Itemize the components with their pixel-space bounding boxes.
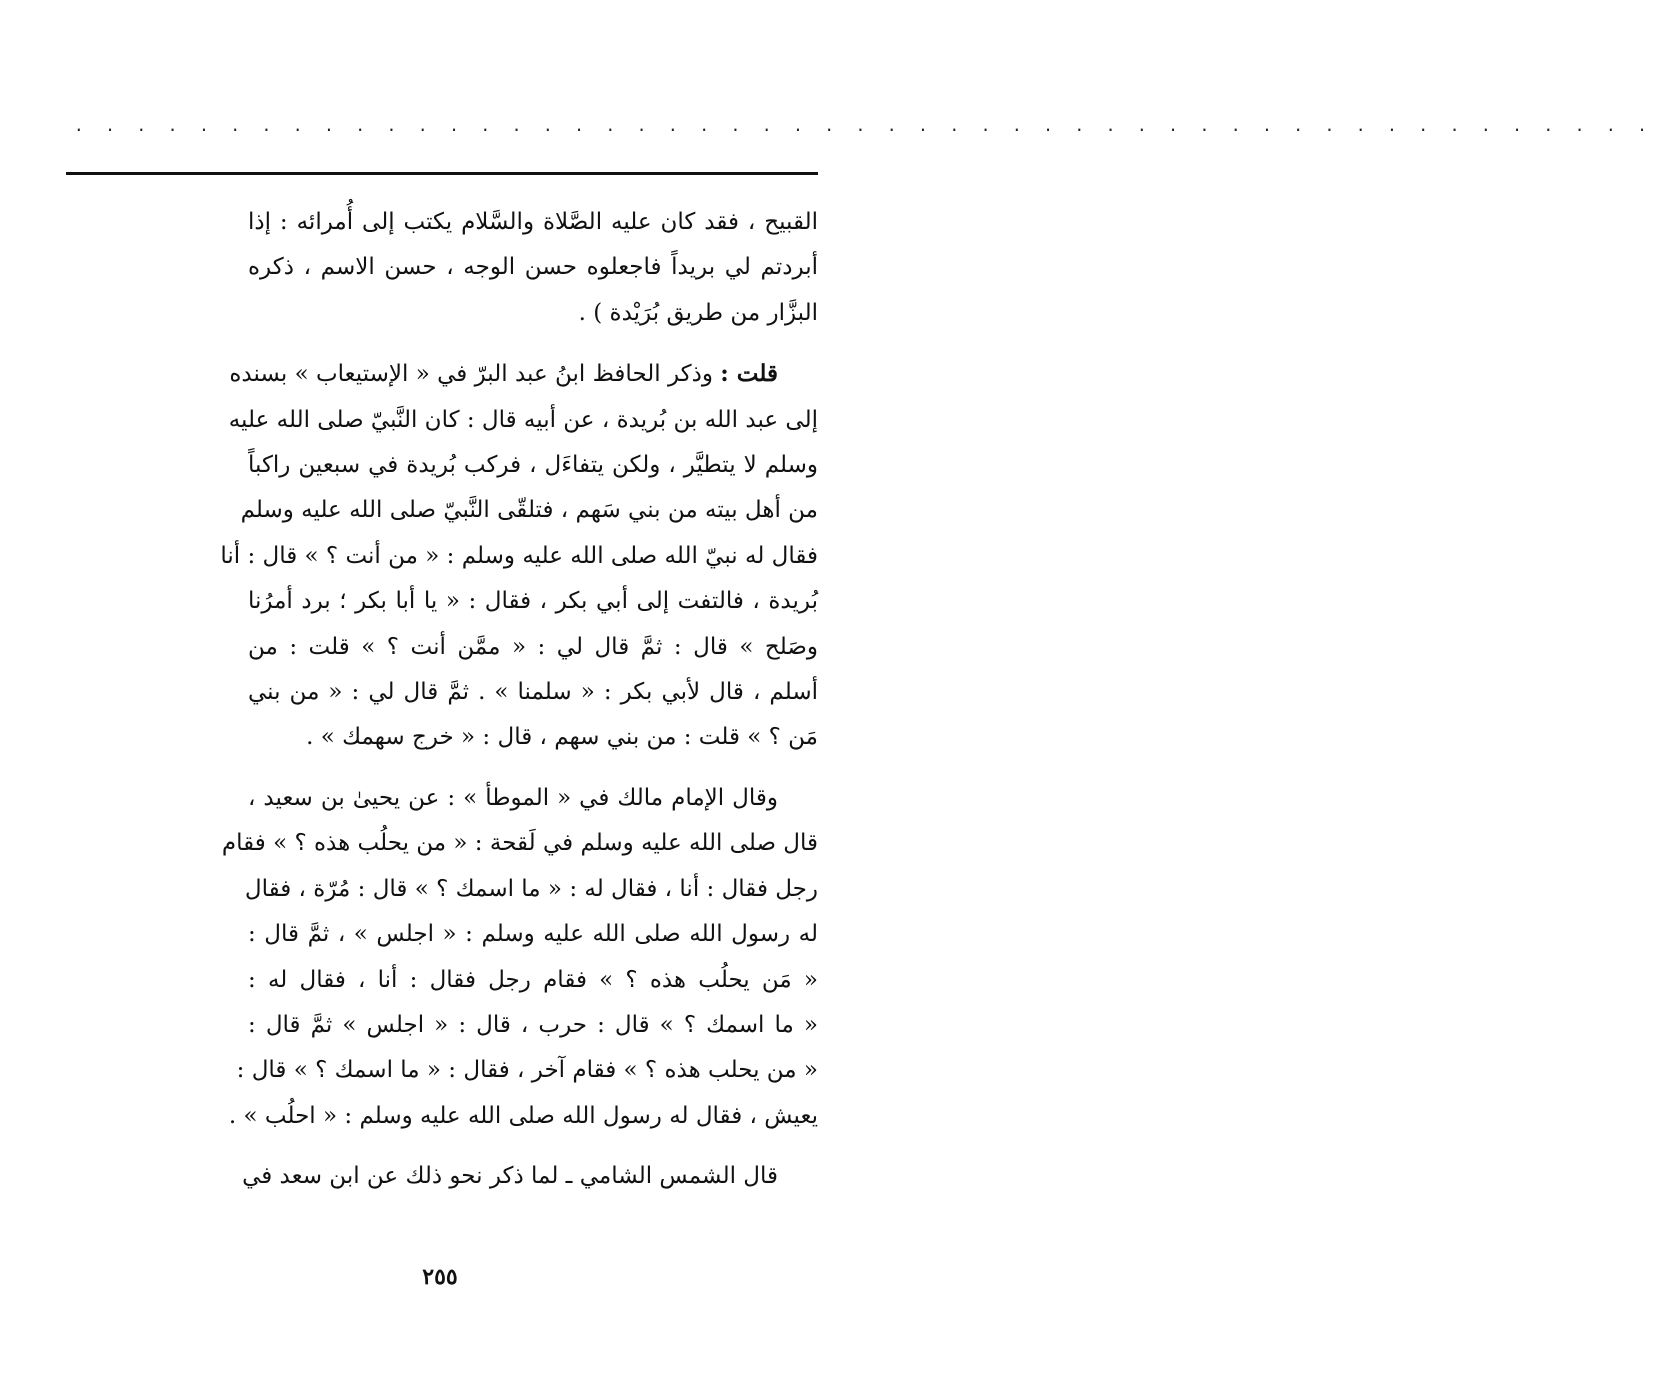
text-line: القبيح ، فقد كان عليه الصَّلاة والسَّلام يكتب إلى أُمرائه : إذا [248,209,819,235]
text-line: وسلم لا يتطيَّر ، ولكن يتفاءَل ، فركب بُريدة في سبعين راكباً [248,452,818,479]
text-line-rest: وذكر الحافظ ابنُ عبد البرّ في « الإستيعاب » بسنده [229,361,713,388]
main-text [220,200,819,1200]
paragraph-1 [248,200,818,336]
text-line: قال صلى الله عليه وسلم في لَقحة : « من يحلُب هذه ؟ » فقام [221,830,818,857]
paragraph-4 [242,1154,818,1199]
text-line: « مَن يحلُب هذه ؟ » فقام رجل فقال : أنا ، فقال له : [248,966,818,993]
text-line: « ما اسمك ؟ » قال : حرب ، قال : « اجلس » ثمَّ قال : [248,1011,818,1038]
text-line: قال الشمس الشامي ـ لما ذكر نحو ذلك عن ابن سعد في [242,1163,778,1190]
text-line: وقال الإمام مالك في « الموطأ » : عن يحيىٰ بن سعيد ، [248,784,778,811]
text-line: وصَلح » قال : ثمَّ قال لي : « ممَّن أنت ؟ » قلت : من [248,633,818,660]
text-line: يعيش ، فقال له رسول الله صلى الله عليه وسلم : « احلُب » . [228,1102,818,1129]
text-line: مَن ؟ » قلت : من بني سهم ، قال : « خرج سهمك » . [306,724,818,751]
text-line: رجل فقال : أنا ، فقال له : « ما اسمك ؟ » قال : مُرّة ، فقال [244,875,818,902]
text-line: له رسول الله صلى الله عليه وسلم : « اجلس » ، ثمَّ قال : [248,921,818,948]
lead-word: قلت : [720,360,778,388]
paragraph-3 [221,776,818,1139]
header-rule [66,172,818,175]
text-line: أبردتم لي بريداً فاجعلوه حسن الوجه ، حسن الاسم ، ذكره [248,254,818,281]
separator-dots: . . . . . . . . . . . . . . . . . . . . . . . . . . . . . . . . . . . . . . . . . . . . . . . . . . . [74,116,1653,135]
text-line: بُريدة ، فالتفت إلى أبي بكر ، فقال : « يا أبا بكر ؛ برد أمرُنا [248,588,818,615]
text-line: إلى عبد الله بن بُريدة ، عن أبيه قال : كان النَّبيّ صلى الله عليه [228,406,818,433]
text-line: فقال له نبيّ الله صلى الله عليه وسلم : « من أنت ؟ » قال : أنا [220,542,818,569]
text-line: أسلم ، قال لأبي بكر : « سلمنا » . ثمَّ قال لي : « من بني [248,679,818,706]
text-line: البزَّار من طريق بُرَيْدة ) . [578,299,818,326]
page-number: ٢٥٥ [422,1264,458,1290]
text-line: من أهل بيته من بني سَهم ، فتلقّى النَّبيّ صلى الله عليه وسلم [240,497,818,524]
paragraph-2 [220,351,818,761]
text-line [229,351,818,397]
text-line: « من يحلب هذه ؟ » فقام آخر ، فقال : « ما اسمك ؟ » قال : [236,1057,818,1084]
